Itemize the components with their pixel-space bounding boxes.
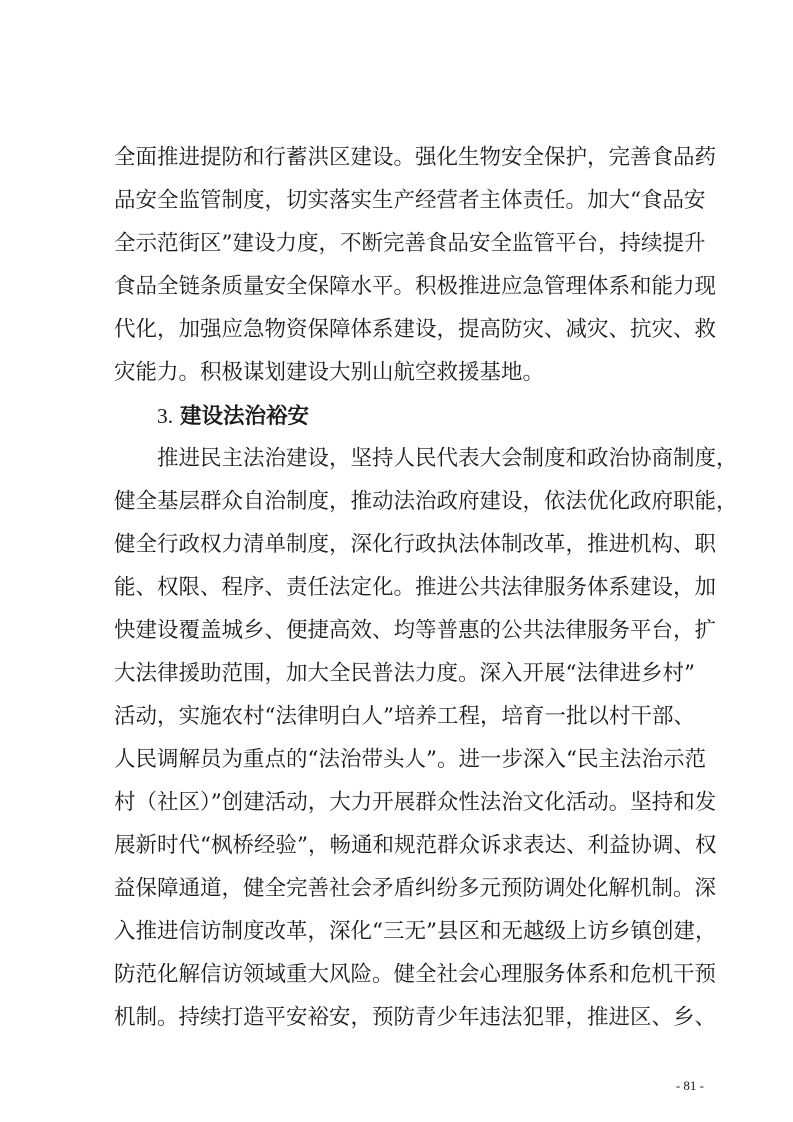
paragraph-line: 大法律援助范围，加大全民普法力度。深入开展“法律进乡村” (114, 661, 695, 686)
paragraph-line: 健全行政权力清单制度，深化行政执法体制改革，推进机构、职 (114, 532, 717, 557)
paragraph-line: 入推进信访制度改革，深化“三无”县区和无越级上访乡镇创建， (114, 919, 717, 944)
paragraph-line: 快建设覆盖城乡、便捷高效、均等普惠的公共法律服务平台，扩 (114, 618, 717, 643)
section-heading (157, 396, 684, 436)
paragraph-line: 品安全监管制度，切实落实生产经营者主体责任。加大“食品安 (114, 188, 706, 213)
paragraph-line: 能、权限、程序、责任法定化。推进公共法律服务体系建设，加 (114, 575, 717, 600)
page-number: - 81 - (675, 1078, 704, 1093)
paragraph-line: 全示范街区”建设力度，不断完善食品安全监管平台，持续提升 (114, 231, 706, 256)
paragraph-line: 健全基层群众自治制度，推动法治政府建设，依法优化政府职能， (114, 489, 738, 514)
heading-title: 建设法治裕安 (179, 404, 309, 429)
paragraph-line: 机制。持续打造平安裕安，预防青少年违法犯罪，推进区、乡、 (114, 1005, 717, 1030)
paragraph-line: 村（社区）”创建活动，大力开展群众性法治文化活动。坚持和发 (114, 790, 717, 815)
paragraph-line: 防范化解信访领域重大风险。健全社会心理服务体系和危机干预 (114, 962, 717, 987)
paragraph-line: 展新时代“枫桥经验”，畅通和规范群众诉求表达、利益协调、权 (114, 833, 717, 858)
paragraph-line: 代化，加强应急物资保障体系建设，提高防灾、减灾、抗灾、救 (114, 317, 717, 342)
paragraph-line: 推进民主法治建设，坚持人民代表大会制度和政治协商制度， (157, 446, 738, 471)
paragraph-line: 食品全链条质量安全保障水平。积极推进应急管理体系和能力现 (114, 274, 717, 299)
paragraph-line: 人民调解员为重点的“法治带头人”。进一步深入“民主法治示范 (114, 747, 706, 772)
paragraph-line: 灾能力。积极谋划建设大别山航空救援基地。 (114, 360, 545, 385)
heading-number: 3. (157, 404, 174, 428)
paragraph-line: 全面推进提防和行蓄洪区建设。强化生物安全保护，完善食品药 (114, 145, 717, 170)
paragraph-line: 活动，实施农村“法律明白人”培养工程，培育一批以村干部、 (114, 704, 695, 729)
paragraph-line: 益保障通道，健全完善社会矛盾纠纷多元预防调处化解机制。深 (114, 876, 717, 901)
